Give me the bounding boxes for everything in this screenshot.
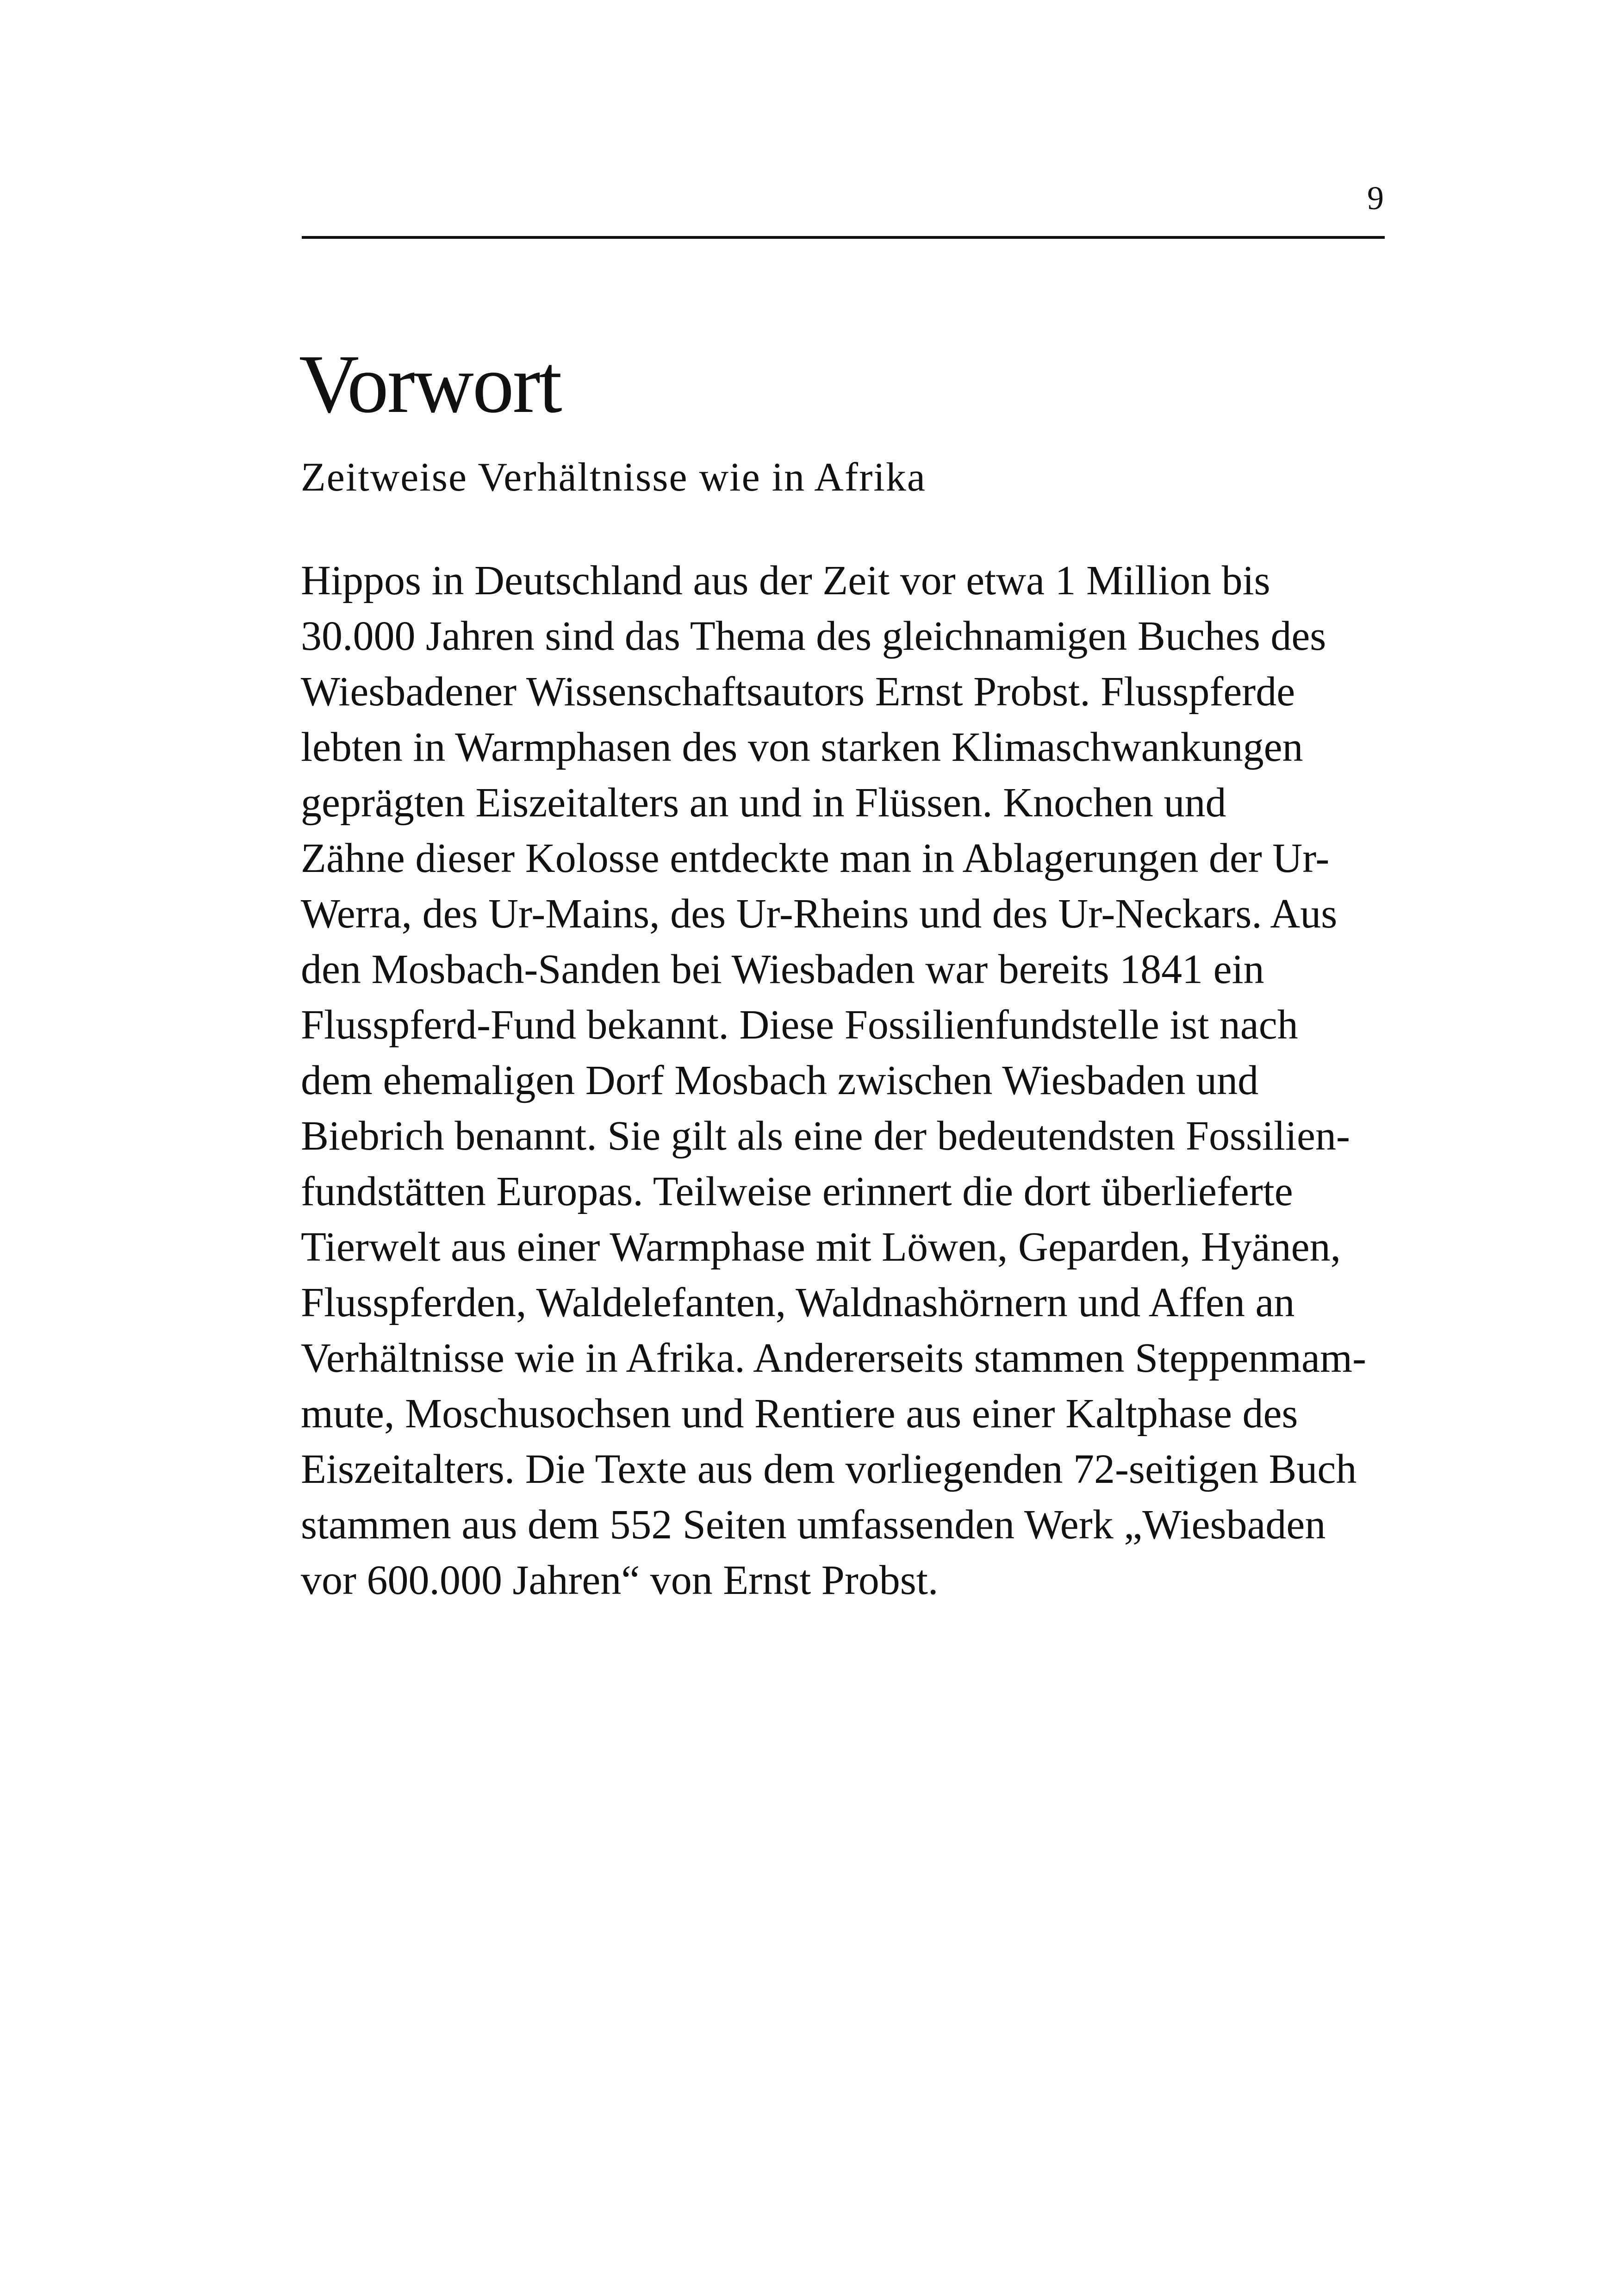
chapter-title: Vorwort bbox=[299, 338, 561, 430]
body-text-line: Hippos in Deutschland aus der Zeit vor etwa 1 Million bis bbox=[301, 558, 1270, 604]
body-text-line: Flusspferden, Waldelefanten, Waldnashörnern und Affen an bbox=[301, 1280, 1295, 1325]
body-text-line: lebten in Warmphasen des von starken Klimaschwankungen bbox=[301, 724, 1303, 770]
body-text-line: Biebrich benannt. Sie gilt als eine der bedeutendsten Fossilien- bbox=[301, 1113, 1350, 1159]
chapter-subtitle: Zeitweise Verhältnisse wie in Afrika bbox=[301, 455, 926, 500]
body-text-line: Flusspferd-Fund bekannt. Diese Fossilienfundstelle ist nach bbox=[301, 1002, 1298, 1048]
body-text-line: stammen aus dem 552 Seiten umfassenden Werk „Wiesbaden bbox=[301, 1502, 1326, 1548]
body-text-line: Verhältnisse wie in Afrika. Andererseits stammen Steppenmam- bbox=[301, 1335, 1366, 1381]
body-text-line: geprägten Eiszeitalters an und in Flüssen. Knochen und bbox=[301, 780, 1226, 826]
body-text-line: Eiszeitalters. Die Texte aus dem vorliegenden 72-seitigen Buch bbox=[301, 1446, 1357, 1492]
body-text-line: den Mosbach-Sanden bei Wiesbaden war bereits 1841 ein bbox=[301, 946, 1264, 992]
body-text-line: Werra, des Ur-Mains, des Ur-Rheins und des Ur-Neckars. Aus bbox=[301, 891, 1338, 937]
body-text-line: Wiesbadener Wissenschaftsautors Ernst Probst. Flusspferde bbox=[301, 669, 1295, 715]
body-text-line: 30.000 Jahren sind das Thema des gleichnamigen Buches des bbox=[301, 613, 1326, 659]
body-text-line: fundstätten Europas. Teilweise erinnert die dort überlieferte bbox=[301, 1169, 1293, 1214]
body-text-line: mute, Moschusochsen und Rentiere aus einer Kaltphase des bbox=[301, 1391, 1298, 1437]
body-text-line: Tierwelt aus einer Warmphase mit Löwen, Geparden, Hyänen, bbox=[301, 1224, 1341, 1270]
header-rule bbox=[302, 236, 1385, 239]
page-number: 9 bbox=[1367, 180, 1384, 217]
body-text bbox=[301, 553, 1412, 1608]
body-text-line: dem ehemaligen Dorf Mosbach zwischen Wiesbaden und bbox=[301, 1058, 1259, 1103]
body-text-line: Zähne dieser Kolosse entdeckte man in Ablagerungen der Ur- bbox=[301, 835, 1330, 881]
body-text-line: vor 600.000 Jahren“ von Ernst Probst. bbox=[301, 1557, 939, 1603]
